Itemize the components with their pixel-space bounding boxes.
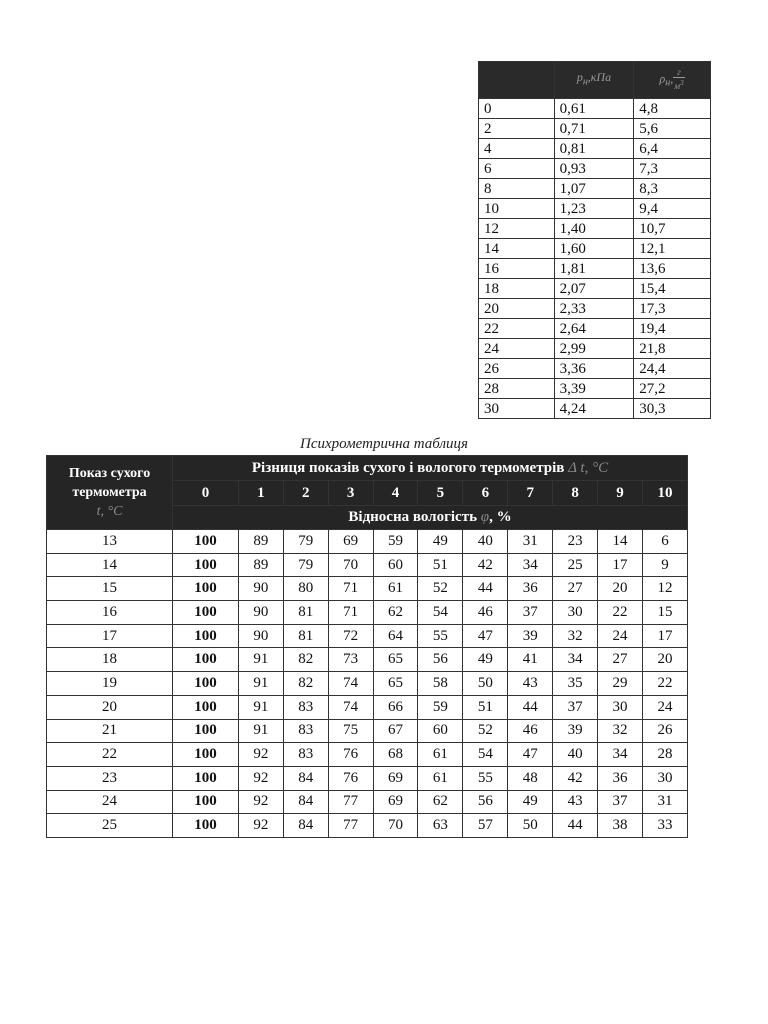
- vapour-cell-temperature: 16: [479, 259, 555, 279]
- corner-symbol: t: [96, 504, 101, 519]
- vapour-cell-temperature: 8: [479, 179, 555, 199]
- humidity-cell: 83: [283, 743, 328, 767]
- humidity-cell: 100: [173, 648, 239, 672]
- psychrometric-row: [47, 648, 688, 672]
- vapour-cell-pressure: 4,24: [554, 399, 634, 419]
- vapour-table-row: [479, 219, 711, 239]
- humidity-cell: 49: [418, 530, 463, 554]
- vapour-cell-temperature: 2: [479, 119, 555, 139]
- vapour-table-body: [479, 99, 711, 419]
- humidity-cell: 14: [598, 530, 643, 554]
- difference-symbol: Δ t: [568, 459, 585, 476]
- humidity-cell: 57: [463, 814, 508, 838]
- humidity-cell: 22: [598, 601, 643, 625]
- dry-thermometer-header: [47, 456, 173, 530]
- humidity-cell: 37: [598, 790, 643, 814]
- humidity-cell: 50: [463, 672, 508, 696]
- humidity-cell: 17: [642, 624, 687, 648]
- humidity-cell: 61: [418, 766, 463, 790]
- humidity-cell: 30: [598, 695, 643, 719]
- humidity-cell: 89: [238, 530, 283, 554]
- vapour-cell-pressure: 1,60: [554, 239, 634, 259]
- humidity-cell: 29: [598, 672, 643, 696]
- humidity-cell: 100: [173, 624, 239, 648]
- vapour-cell-temperature: 12: [479, 219, 555, 239]
- dry-temperature-cell: 16: [47, 601, 173, 625]
- vapour-table-row: [479, 339, 711, 359]
- vapour-cell-temperature: 26: [479, 359, 555, 379]
- humidity-cell: 39: [508, 624, 553, 648]
- humidity-cell: 52: [463, 719, 508, 743]
- vapour-cell-pressure: 0,61: [554, 99, 634, 119]
- humidity-cell: 100: [173, 743, 239, 767]
- vapour-cell-density: 15,4: [634, 279, 711, 299]
- humidity-cell: 80: [283, 577, 328, 601]
- humidity-cell: 83: [283, 719, 328, 743]
- dry-temperature-cell: 22: [47, 743, 173, 767]
- humidity-cell: 49: [508, 790, 553, 814]
- humidity-cell: 61: [418, 743, 463, 767]
- vapour-table-header: [479, 62, 711, 99]
- humidity-cell: 100: [173, 790, 239, 814]
- difference-value-header: 3: [328, 481, 373, 506]
- humidity-cell: 43: [553, 790, 598, 814]
- vapour-cell-pressure: 1,07: [554, 179, 634, 199]
- psychrometric-caption: Психрометрична таблиця: [300, 436, 468, 452]
- dry-temperature-cell: 23: [47, 766, 173, 790]
- humidity-cell: 51: [463, 695, 508, 719]
- humidity-cell: 26: [642, 719, 687, 743]
- humidity-cell: 43: [508, 672, 553, 696]
- humidity-cell: 37: [508, 601, 553, 625]
- dry-temperature-cell: 21: [47, 719, 173, 743]
- humidity-cell: 60: [418, 719, 463, 743]
- vapour-cell-density: 17,3: [634, 299, 711, 319]
- humidity-cell: 27: [598, 648, 643, 672]
- psychrometric-row: [47, 601, 688, 625]
- humidity-cell: 68: [373, 743, 418, 767]
- vapour-cell-temperature: 18: [479, 279, 555, 299]
- humidity-cell: 48: [508, 766, 553, 790]
- humidity-cell: 81: [283, 601, 328, 625]
- humidity-cell: 44: [553, 814, 598, 838]
- dry-temperature-cell: 20: [47, 695, 173, 719]
- vapour-table-row: [479, 299, 711, 319]
- dry-temperature-cell: 17: [47, 624, 173, 648]
- psychrometric-row: [47, 624, 688, 648]
- dry-temperature-cell: 15: [47, 577, 173, 601]
- vapour-cell-density: 10,7: [634, 219, 711, 239]
- difference-value-header: 8: [553, 481, 598, 506]
- humidity-cell: 12: [642, 577, 687, 601]
- vapour-table-row: [479, 159, 711, 179]
- humidity-cell: 20: [598, 577, 643, 601]
- humidity-cell: 6: [642, 530, 687, 554]
- humidity-cell: 30: [553, 601, 598, 625]
- dry-temperature-cell: 24: [47, 790, 173, 814]
- difference-value-header: 1: [238, 481, 283, 506]
- humidity-cell: 92: [238, 814, 283, 838]
- vapour-header-temperature: [479, 62, 555, 99]
- vapour-cell-density: 21,8: [634, 339, 711, 359]
- humidity-cell: 90: [238, 577, 283, 601]
- psychrometric-row: [47, 695, 688, 719]
- vapour-cell-pressure: 0,71: [554, 119, 634, 139]
- humidity-cell: 84: [283, 790, 328, 814]
- humidity-cell: 92: [238, 790, 283, 814]
- humidity-cell: 32: [553, 624, 598, 648]
- humidity-cell: 49: [463, 648, 508, 672]
- vapour-cell-density: 9,4: [634, 199, 711, 219]
- difference-value-header: 4: [373, 481, 418, 506]
- pressure-subscript: н: [582, 76, 588, 88]
- density-subscript: н: [665, 77, 671, 89]
- humidity-cell: 52: [418, 577, 463, 601]
- difference-value-header: 5: [418, 481, 463, 506]
- humidity-cell: 55: [418, 624, 463, 648]
- vapour-cell-density: 8,3: [634, 179, 711, 199]
- humidity-cell: 36: [508, 577, 553, 601]
- vapour-header-pressure: $p_н,кПа$: [554, 62, 634, 99]
- humidity-cell: 15: [642, 601, 687, 625]
- vapour-cell-density: 27,2: [634, 379, 711, 399]
- humidity-cell: 46: [463, 601, 508, 625]
- humidity-cell: 69: [373, 766, 418, 790]
- humidity-cell: 90: [238, 601, 283, 625]
- humidity-cell: 76: [328, 766, 373, 790]
- psychrometric-row: [47, 530, 688, 554]
- vapour-table-row: [479, 259, 711, 279]
- humidity-cell: 84: [283, 814, 328, 838]
- humidity-cell: 100: [173, 695, 239, 719]
- humidity-cell: 84: [283, 766, 328, 790]
- vapour-cell-pressure: 1,81: [554, 259, 634, 279]
- humidity-cell: 35: [553, 672, 598, 696]
- humidity-symbol: φ: [480, 509, 490, 525]
- humidity-cell: 47: [508, 743, 553, 767]
- dry-temperature-cell: 25: [47, 814, 173, 838]
- vapour-table-row: [479, 239, 711, 259]
- vapour-cell-pressure: 0,81: [554, 139, 634, 159]
- humidity-cell: 42: [463, 553, 508, 577]
- pressure-symbol: p: [576, 70, 583, 85]
- humidity-cell: 24: [598, 624, 643, 648]
- humidity-cell: 61: [373, 577, 418, 601]
- humidity-header: [173, 506, 688, 530]
- psychrometric-row: [47, 553, 688, 577]
- humidity-cell: 77: [328, 790, 373, 814]
- humidity-cell: 70: [328, 553, 373, 577]
- vapour-cell-pressure: 2,99: [554, 339, 634, 359]
- dry-temperature-cell: 14: [47, 553, 173, 577]
- corner-label-line-2: термометра: [72, 485, 147, 500]
- humidity-cell: 81: [283, 624, 328, 648]
- vapour-cell-temperature: 10: [479, 199, 555, 219]
- density-symbol: ρ: [659, 70, 666, 85]
- humidity-cell: 33: [642, 814, 687, 838]
- psychrometric-row: [47, 790, 688, 814]
- humidity-cell: 100: [173, 553, 239, 577]
- difference-value-header: 9: [598, 481, 643, 506]
- humidity-cell: 55: [463, 766, 508, 790]
- humidity-cell: 17: [598, 553, 643, 577]
- humidity-cell: 50: [508, 814, 553, 838]
- humidity-cell: 31: [642, 790, 687, 814]
- vapour-cell-pressure: 2,33: [554, 299, 634, 319]
- humidity-cell: 37: [553, 695, 598, 719]
- humidity-cell: 71: [328, 601, 373, 625]
- vapour-cell-density: 6,4: [634, 139, 711, 159]
- humidity-cell: 91: [238, 648, 283, 672]
- humidity-cell: 69: [328, 530, 373, 554]
- vapour-cell-density: 7,3: [634, 159, 711, 179]
- humidity-cell: 65: [373, 648, 418, 672]
- humidity-cell: 91: [238, 672, 283, 696]
- humidity-cell: 82: [283, 648, 328, 672]
- humidity-cell: 92: [238, 766, 283, 790]
- humidity-cell: 23: [553, 530, 598, 554]
- humidity-cell: 51: [418, 553, 463, 577]
- vapour-header-density: $\rho_н$, $\frac{г}{м^3}$: [634, 62, 711, 99]
- psychrometric-table-body: [47, 530, 688, 838]
- corner-unit: , °C: [100, 504, 123, 519]
- vapour-table-row: [479, 179, 711, 199]
- humidity-cell: 42: [553, 766, 598, 790]
- humidity-cell: 67: [373, 719, 418, 743]
- difference-value-header: 0: [173, 481, 239, 506]
- vapour-cell-pressure: 3,36: [554, 359, 634, 379]
- humidity-cell: 100: [173, 530, 239, 554]
- humidity-cell: 62: [373, 601, 418, 625]
- vapour-table-row: [479, 319, 711, 339]
- humidity-cell: 63: [418, 814, 463, 838]
- humidity-cell: 9: [642, 553, 687, 577]
- humidity-cell: 66: [373, 695, 418, 719]
- density-unit-numerator: г: [673, 68, 685, 78]
- humidity-cell: 89: [238, 553, 283, 577]
- humidity-cell: 60: [373, 553, 418, 577]
- humidity-cell: 59: [418, 695, 463, 719]
- vapour-cell-density: 4,8: [634, 99, 711, 119]
- humidity-cell: 83: [283, 695, 328, 719]
- corner-label-line-1: Показ сухого: [68, 466, 151, 481]
- humidity-cell: 100: [173, 719, 239, 743]
- humidity-cell: 39: [553, 719, 598, 743]
- humidity-cell: 25: [553, 553, 598, 577]
- vapour-cell-temperature: 6: [479, 159, 555, 179]
- humidity-cell: 71: [328, 577, 373, 601]
- psychrometric-row: [47, 743, 688, 767]
- humidity-cell: 20: [642, 648, 687, 672]
- vapour-table-row: [479, 379, 711, 399]
- humidity-cell: 44: [508, 695, 553, 719]
- vapour-cell-temperature: 4: [479, 139, 555, 159]
- dry-temperature-cell: 19: [47, 672, 173, 696]
- humidity-cell: 90: [238, 624, 283, 648]
- psychrometric-row: [47, 672, 688, 696]
- vapour-cell-pressure: 3,39: [554, 379, 634, 399]
- psychrometric-table: [46, 455, 688, 838]
- humidity-cell: 28: [642, 743, 687, 767]
- humidity-cell: 100: [173, 766, 239, 790]
- density-unit-denominator: [673, 78, 685, 91]
- humidity-cell: 54: [463, 743, 508, 767]
- humidity-cell: 77: [328, 814, 373, 838]
- humidity-cell: 46: [508, 719, 553, 743]
- vapour-cell-temperature: 0: [479, 99, 555, 119]
- humidity-cell: 92: [238, 743, 283, 767]
- vapour-table-row: [479, 359, 711, 379]
- humidity-cell: 74: [328, 672, 373, 696]
- difference-symbol-group: [568, 460, 608, 476]
- corner-symbol-group: [97, 504, 123, 519]
- humidity-cell: 34: [553, 648, 598, 672]
- humidity-cell: 79: [283, 553, 328, 577]
- humidity-cell: 38: [598, 814, 643, 838]
- density-unit-den-power: 3: [680, 77, 684, 87]
- humidity-cell: 82: [283, 672, 328, 696]
- dry-temperature-cell: 18: [47, 648, 173, 672]
- humidity-cell: 27: [553, 577, 598, 601]
- vapour-table-row: [479, 119, 711, 139]
- density-unit-fraction: [673, 68, 685, 91]
- vapour-cell-density: 24,4: [634, 359, 711, 379]
- density-unit-den-base: м: [674, 80, 681, 91]
- difference-value-header: 10: [642, 481, 687, 506]
- humidity-cell: 65: [373, 672, 418, 696]
- vapour-cell-temperature: 30: [479, 399, 555, 419]
- humidity-cell: 56: [463, 790, 508, 814]
- humidity-cell: 41: [508, 648, 553, 672]
- vapour-cell-pressure: 2,64: [554, 319, 634, 339]
- humidity-cell: 22: [642, 672, 687, 696]
- vapour-cell-pressure: 1,23: [554, 199, 634, 219]
- vapour-table-row: [479, 199, 711, 219]
- humidity-cell: 30: [642, 766, 687, 790]
- humidity-cell: 54: [418, 601, 463, 625]
- vapour-cell-density: 13,6: [634, 259, 711, 279]
- difference-unit: , °C: [584, 459, 609, 476]
- humidity-cell: 70: [373, 814, 418, 838]
- humidity-cell: 64: [373, 624, 418, 648]
- humidity-cell: 100: [173, 672, 239, 696]
- humidity-cell: 36: [598, 766, 643, 790]
- humidity-cell: 44: [463, 577, 508, 601]
- psychrometric-row: [47, 766, 688, 790]
- humidity-cell: 56: [418, 648, 463, 672]
- difference-header-text: Різниця показів сухого і вологого термометрів: [251, 459, 565, 476]
- vapour-table-row: [479, 399, 711, 419]
- humidity-cell: 73: [328, 648, 373, 672]
- humidity-cell: 40: [553, 743, 598, 767]
- difference-value-header: 7: [508, 481, 553, 506]
- vapour-cell-density: 5,6: [634, 119, 711, 139]
- psychrometric-row: [47, 814, 688, 838]
- humidity-cell: 100: [173, 577, 239, 601]
- humidity-cell: 100: [173, 601, 239, 625]
- humidity-cell: 32: [598, 719, 643, 743]
- vapour-table-row: [479, 279, 711, 299]
- humidity-cell: 47: [463, 624, 508, 648]
- vapour-cell-temperature: 20: [479, 299, 555, 319]
- vapour-cell-pressure: 1,40: [554, 219, 634, 239]
- humidity-cell: 40: [463, 530, 508, 554]
- vapour-cell-density: 19,4: [634, 319, 711, 339]
- vapour-table-row: [479, 139, 711, 159]
- humidity-cell: 24: [642, 695, 687, 719]
- difference-header: [173, 456, 688, 481]
- humidity-cell: 91: [238, 695, 283, 719]
- vapour-cell-pressure: 0,93: [554, 159, 634, 179]
- vapour-table-row: [479, 99, 711, 119]
- humidity-cell: 100: [173, 814, 239, 838]
- humidity-cell: 34: [508, 553, 553, 577]
- humidity-header-text: Відносна вологість: [348, 509, 478, 525]
- psychrometric-row: [47, 577, 688, 601]
- humidity-cell: 74: [328, 695, 373, 719]
- vapour-cell-pressure: 2,07: [554, 279, 634, 299]
- humidity-cell: 62: [418, 790, 463, 814]
- humidity-cell: 75: [328, 719, 373, 743]
- psy-header-row-1: [47, 456, 688, 481]
- humidity-cell: 69: [373, 790, 418, 814]
- humidity-cell: 76: [328, 743, 373, 767]
- difference-value-header: 2: [283, 481, 328, 506]
- vapour-cell-temperature: 24: [479, 339, 555, 359]
- humidity-cell: 34: [598, 743, 643, 767]
- humidity-cell: 91: [238, 719, 283, 743]
- humidity-cell: 72: [328, 624, 373, 648]
- humidity-unit: , %: [489, 509, 512, 525]
- humidity-cell: 58: [418, 672, 463, 696]
- vapour-cell-temperature: 28: [479, 379, 555, 399]
- humidity-cell: 31: [508, 530, 553, 554]
- difference-value-header: 6: [463, 481, 508, 506]
- vapour-cell-density: 30,3: [634, 399, 711, 419]
- pressure-unit: кПа: [590, 70, 612, 85]
- vapour-pressure-table: [478, 61, 711, 419]
- humidity-cell: 79: [283, 530, 328, 554]
- humidity-cell: 59: [373, 530, 418, 554]
- vapour-cell-density: 12,1: [634, 239, 711, 259]
- psychrometric-row: [47, 719, 688, 743]
- vapour-cell-temperature: 14: [479, 239, 555, 259]
- vapour-cell-temperature: 22: [479, 319, 555, 339]
- dry-temperature-cell: 13: [47, 530, 173, 554]
